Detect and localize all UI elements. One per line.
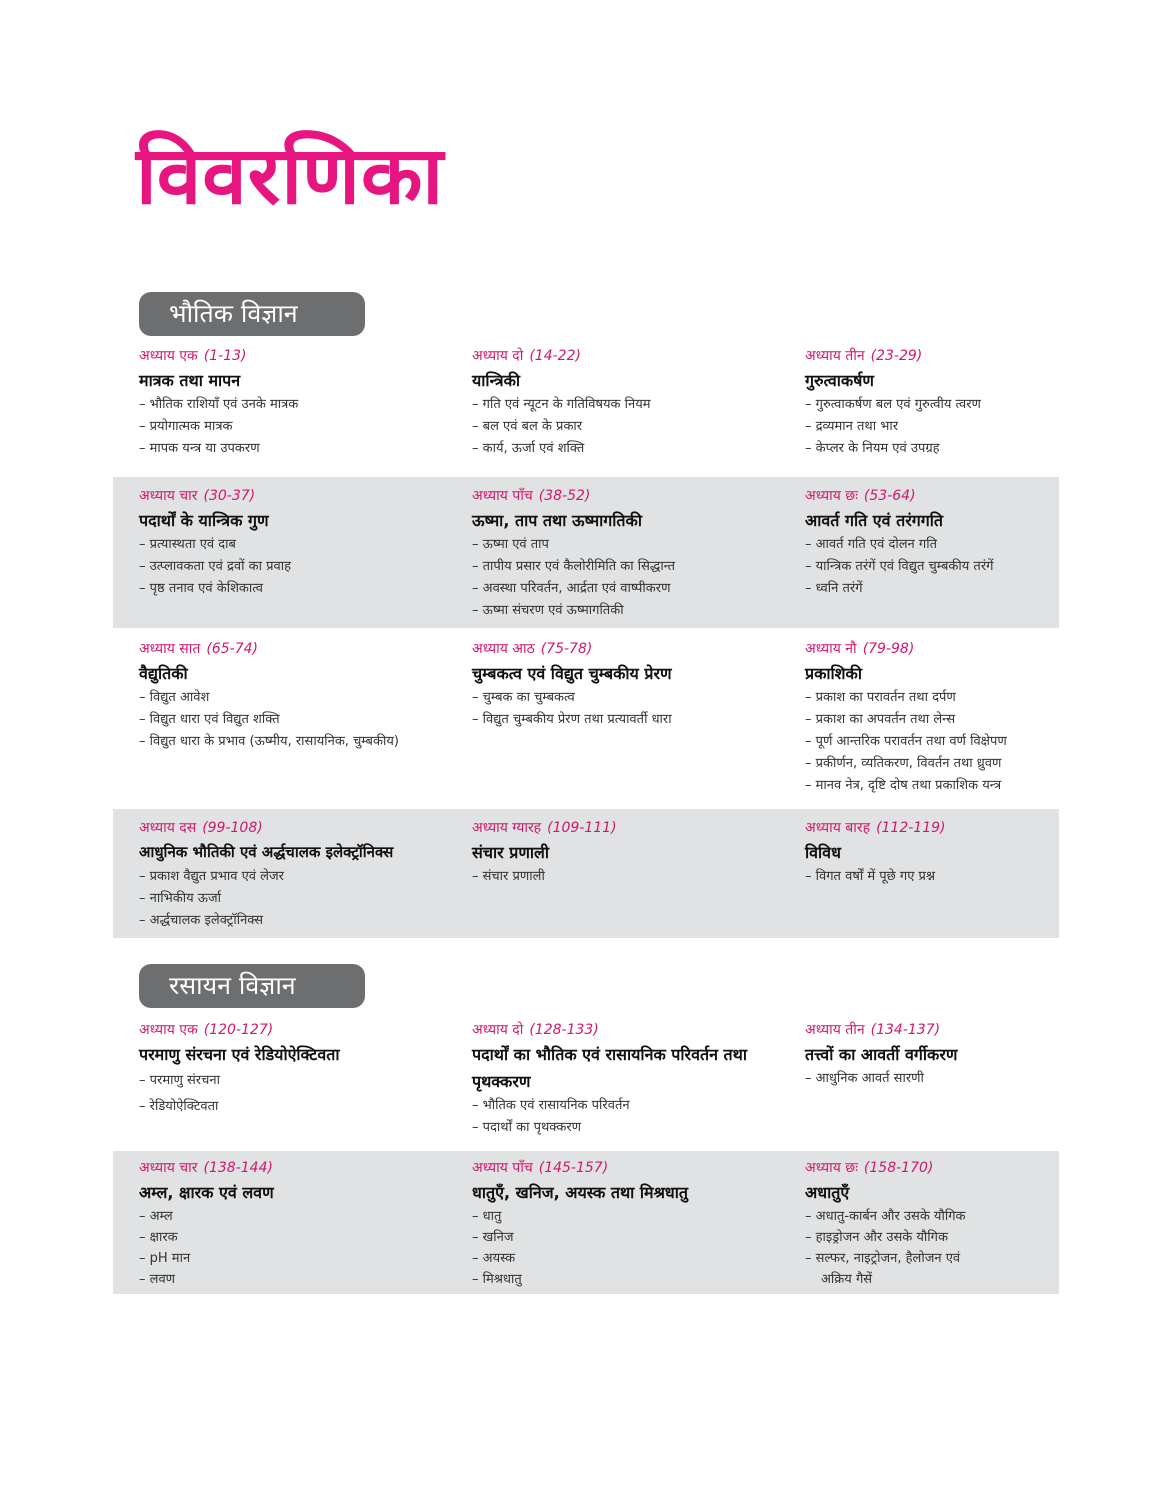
topic-item: – पदार्थों का पृथक्करण <box>472 1117 802 1139</box>
topic-item: – प्रकीर्णन, व्यतिकरण, विवर्तन तथा ध्रुवण <box>805 753 1135 775</box>
topic-item: – केप्लर के नियम एवं उपग्रह <box>805 438 1135 460</box>
topic-item: – प्रयोगात्मक मात्रक <box>139 416 469 438</box>
chapter-title: परमाणु संरचना एवं रेडियोऐक्टिवता <box>139 1045 340 1064</box>
chapter-number: अध्याय तीन <box>805 348 865 364</box>
chapter-entry <box>472 1157 802 1290</box>
topic-item: – यान्त्रिक तरंगें एवं विद्युत चुम्बकीय तरंगें <box>805 556 1135 578</box>
chapter-title: ऊष्मा, ताप तथा ऊष्मागतिकी <box>472 511 642 530</box>
page-range: (120-127) <box>203 1022 274 1038</box>
topic-item: – आवर्त गति एवं दोलन गति <box>805 534 1135 556</box>
chapter-number: अध्याय चार <box>139 1160 198 1176</box>
page-range: (30-37) <box>203 488 256 504</box>
chapter-number: अध्याय छः <box>805 488 858 504</box>
chapter-number: अध्याय बारह <box>805 820 871 836</box>
topic-item: – pH मान <box>139 1248 469 1269</box>
topic-item: – चुम्बक का चुम्बकत्व <box>472 687 802 709</box>
topic-item: – भौतिक राशियाँ एवं उनके मात्रक <box>139 394 469 416</box>
chapter-number: अध्याय पाँच <box>472 1160 533 1176</box>
chapter-title: पदार्थों के यान्त्रिक गुण <box>139 511 269 530</box>
topic-item: – प्रकाश का परावर्तन तथा दर्पण <box>805 687 1135 709</box>
chapter-entry <box>472 485 802 622</box>
chapter-title: तत्त्वों का आवर्ती वर्गीकरण <box>805 1045 958 1064</box>
page-range: (38-52) <box>538 488 591 504</box>
topic-item: – बल एवं बल के प्रकार <box>472 416 802 438</box>
chapter-title: अम्ल, क्षारक एवं लवण <box>139 1183 274 1202</box>
page-range: (23-29) <box>870 348 923 364</box>
chapter-title: धातुएँ, खनिज, अयस्क तथा मिश्रधातु <box>472 1183 689 1202</box>
chapter-row <box>113 477 1059 628</box>
topic-item: – गुरुत्वाकर्षण बल एवं गुरुत्वीय त्वरण <box>805 394 1135 416</box>
chapter-heading <box>472 485 802 507</box>
topic-item: – द्रव्यमान तथा भार <box>805 416 1135 438</box>
topic-item: – मिश्रधातु <box>472 1269 802 1290</box>
chapter-title: पदार्थों का भौतिक एवं रासायनिक परिवर्तन तथा पृथक्करण <box>472 1045 748 1091</box>
section-badge-chemistry: रसायन विज्ञान <box>139 964 365 1008</box>
page-range: (109-111) <box>547 820 617 836</box>
topic-item: – मापक यन्त्र या उपकरण <box>139 438 469 460</box>
topic-item: – ऊष्मा संचरण एवं ऊष्मागतिकी <box>472 600 802 622</box>
chapter-heading <box>472 345 802 367</box>
chapter-number: अध्याय तीन <box>805 1022 865 1038</box>
chapter-heading <box>805 817 1135 839</box>
chapter-heading <box>139 485 469 507</box>
chapter-title: विविध <box>805 843 841 862</box>
chapter-number: अध्याय ग्यारह <box>472 820 542 836</box>
chapter-heading <box>472 1019 802 1041</box>
chapter-entry <box>139 1157 469 1290</box>
topic-item: – क्षारक <box>139 1227 469 1248</box>
topic-item: – विद्युत धारा के प्रभाव (ऊष्मीय, रासायनिक, चुम्बकीय) <box>139 731 469 753</box>
topic-item: – रेडियोऐक्टिवता <box>139 1094 469 1120</box>
topic-item: – अयस्क <box>472 1248 802 1269</box>
topic-item: – प्रत्यास्थता एवं दाब <box>139 534 469 556</box>
chapter-entry <box>805 485 1135 600</box>
topic-item: – गति एवं न्यूटन के गतिविषयक नियम <box>472 394 802 416</box>
topic-item: – अधातु-कार्बन और उसके यौगिक <box>805 1206 1135 1227</box>
topic-item: – विद्युत आवेश <box>139 687 469 709</box>
chapter-row <box>113 1151 1059 1294</box>
chapter-row <box>113 809 1059 938</box>
chapter-row <box>113 345 1059 477</box>
topic-item: – उत्प्लावकता एवं द्रवों का प्रवाह <box>139 556 469 578</box>
chapter-entry <box>472 1019 802 1139</box>
page-range: (145-157) <box>538 1160 609 1176</box>
page-range: (75-78) <box>540 641 593 657</box>
chapter-entry <box>805 1019 1135 1090</box>
chapter-title: चुम्बकत्व एवं विद्युत चुम्बकीय प्रेरण <box>472 664 672 683</box>
page-range: (134-137) <box>870 1022 941 1038</box>
section-badge-physics: भौतिक विज्ञान <box>139 292 365 336</box>
chapter-heading <box>805 1019 1135 1041</box>
chapter-title: मात्रक तथा मापन <box>139 371 241 390</box>
chapter-heading <box>139 345 469 367</box>
chapter-row <box>113 628 1059 809</box>
chapter-number: अध्याय एक <box>139 1022 198 1038</box>
topic-item: – आधुनिक आवर्त सारणी <box>805 1068 1135 1090</box>
chapter-entry <box>139 817 484 932</box>
chapter-entry <box>139 485 469 600</box>
chapter-heading <box>139 638 469 660</box>
chapter-heading <box>472 638 802 660</box>
chapter-row <box>113 1019 1059 1151</box>
chapter-heading <box>805 638 1135 660</box>
chapter-number: अध्याय दो <box>472 1022 524 1038</box>
chapter-entry <box>805 638 1135 797</box>
chapter-heading <box>472 1157 802 1179</box>
page-range: (65-74) <box>206 641 258 657</box>
page-title: विवरणिका <box>136 129 445 222</box>
chapter-number: अध्याय नौ <box>805 641 857 657</box>
chapter-heading <box>472 817 802 839</box>
topic-item: – प्रकाश का अपवर्तन तथा लेन्स <box>805 709 1135 731</box>
page-range: (1-13) <box>203 348 247 364</box>
chapter-title: आवर्त गति एवं तरंगगति <box>805 511 944 530</box>
chapter-title: गुरुत्वाकर्षण <box>805 371 874 390</box>
topic-item: – कार्य, ऊर्जा एवं शक्ति <box>472 438 802 460</box>
topic-item: – धातु <box>472 1206 802 1227</box>
topic-item: – सल्फर, नाइट्रोजन, हैलोजन एवं <box>805 1248 1135 1269</box>
chapter-number: अध्याय पाँच <box>472 488 533 504</box>
chapter-entry <box>139 1019 469 1120</box>
topic-item: – अम्ल <box>139 1206 469 1227</box>
chapter-number: अध्याय छः <box>805 1160 858 1176</box>
topic-item: – लवण <box>139 1269 469 1290</box>
chapter-title: वैद्युतिकी <box>139 664 188 683</box>
topic-item: – संचार प्रणाली <box>472 866 802 888</box>
page-range: (79-98) <box>862 641 915 657</box>
topic-item: – विद्युत धारा एवं विद्युत शक्ति <box>139 709 469 731</box>
page-range: (128-133) <box>529 1022 599 1038</box>
topic-item: – खनिज <box>472 1227 802 1248</box>
topic-item: – अर्द्धचालक इलेक्ट्रॉनिक्स <box>139 910 484 932</box>
chapter-title: संचार प्रणाली <box>472 843 550 862</box>
chapter-number: अध्याय सात <box>139 641 201 657</box>
topic-item: – नाभिकीय ऊर्जा <box>139 888 484 910</box>
page-range: (112-119) <box>876 820 946 836</box>
topic-item: – विगत वर्षों में पूछे गए प्रश्न <box>805 866 1135 888</box>
page-range: (138-144) <box>203 1160 273 1176</box>
topic-item: – ऊष्मा एवं ताप <box>472 534 802 556</box>
topic-item: – हाइड्रोजन और उसके यौगिक <box>805 1227 1135 1248</box>
chapter-entry <box>472 817 802 888</box>
chapter-entry <box>805 1157 1135 1290</box>
chapter-number: अध्याय आठ <box>472 641 535 657</box>
page-range: (158-170) <box>863 1160 934 1176</box>
chapter-title: प्रकाशिकी <box>805 664 862 683</box>
chapter-entry <box>139 345 469 460</box>
chapter-number: अध्याय दो <box>472 348 524 364</box>
page-range: (53-64) <box>863 488 916 504</box>
topic-item: – प्रकाश वैद्युत प्रभाव एवं लेजर <box>139 866 484 888</box>
chapter-heading <box>139 1157 469 1179</box>
chapter-title: यान्त्रिकी <box>472 371 521 390</box>
topic-item-continued: अक्रिय गैसें <box>821 1272 873 1287</box>
topic-item: – अवस्था परिवर्तन, आर्द्रता एवं वाष्पीकरण <box>472 578 802 600</box>
chapter-entry <box>805 345 1135 460</box>
chapter-heading <box>805 345 1135 367</box>
chapter-number: अध्याय दस <box>139 820 197 836</box>
chapter-entry <box>805 817 1135 888</box>
chapter-heading <box>139 1019 469 1041</box>
chapter-title: अधातुएँ <box>805 1183 850 1202</box>
topic-item: – मानव नेत्र, दृष्टि दोष तथा प्रकाशिक यन्त्र <box>805 775 1135 797</box>
chapter-heading <box>805 485 1135 507</box>
chapter-number: अध्याय चार <box>139 488 198 504</box>
chapter-title: आधुनिक भौतिकी एवं अर्द्धचालक इलेक्ट्रॉनिक्स <box>139 843 394 861</box>
topic-item: – परमाणु संरचना <box>139 1068 469 1094</box>
page-range: (14-22) <box>529 348 581 364</box>
page-range: (99-108) <box>202 820 263 836</box>
chapter-number: अध्याय एक <box>139 348 198 364</box>
chapter-entry <box>472 638 802 731</box>
chapter-entry <box>139 638 469 753</box>
topic-item: – ध्वनि तरंगें <box>805 578 1135 600</box>
topic-item: – तापीय प्रसार एवं कैलोरीमिति का सिद्धान्त <box>472 556 802 578</box>
topic-item: – पूर्ण आन्तरिक परावर्तन तथा वर्ण विक्षेपण <box>805 731 1135 753</box>
chapter-entry <box>472 345 802 460</box>
chapter-heading <box>139 817 484 839</box>
topic-item: – पृष्ठ तनाव एवं केशिकात्व <box>139 578 469 600</box>
topic-item: – भौतिक एवं रासायनिक परिवर्तन <box>472 1095 802 1117</box>
topic-item: – विद्युत चुम्बकीय प्रेरण तथा प्रत्यावर्ती धारा <box>472 709 802 731</box>
chapter-heading <box>805 1157 1135 1179</box>
